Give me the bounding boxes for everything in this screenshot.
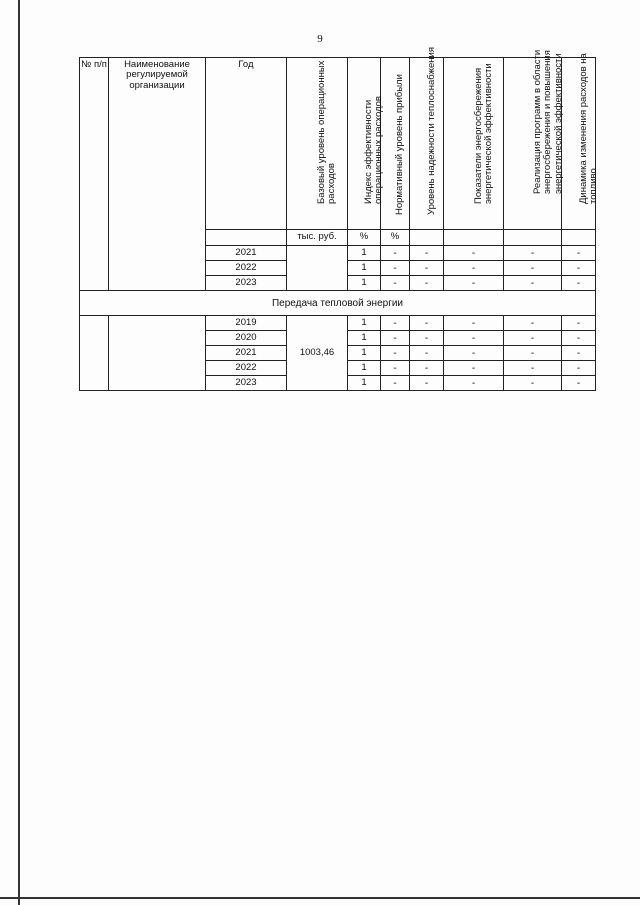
profit-cell: -	[381, 261, 410, 276]
unit-empty	[562, 230, 596, 246]
profit-cell: -	[381, 376, 410, 391]
header-efficiency-index: Индекс эффективности операционных расходов	[348, 58, 381, 230]
fuel-cell: -	[562, 316, 596, 331]
year-cell: 2021	[206, 246, 287, 261]
year-cell: 2023	[206, 376, 287, 391]
year-cell: 2022	[206, 261, 287, 276]
energy-cell: -	[444, 361, 504, 376]
year-cell: 2021	[206, 346, 287, 361]
fuel-cell: -	[562, 246, 596, 261]
fuel-cell: -	[562, 276, 596, 291]
index-cell: 1	[348, 331, 381, 346]
programs-cell: -	[504, 361, 562, 376]
table-row	[80, 316, 596, 331]
unit-empty	[504, 230, 562, 246]
index-cell: 1	[348, 361, 381, 376]
year-cell: 2019	[206, 316, 287, 331]
unit-base-ops: тыс. руб.	[287, 230, 348, 246]
programs-cell: -	[504, 261, 562, 276]
energy-cell: -	[444, 346, 504, 361]
programs-cell: -	[504, 346, 562, 361]
scan-edge-bottom	[0, 897, 640, 899]
base-ops-value: 1003,46	[287, 316, 348, 391]
index-cell: 1	[348, 246, 381, 261]
header-energy-saving: Показатели энергосбережения энергетической эффективности	[444, 58, 504, 230]
energy-cell: -	[444, 246, 504, 261]
year-cell: 2023	[206, 276, 287, 291]
header-row	[80, 58, 596, 230]
unit-year-empty	[206, 230, 287, 246]
section-title-row	[80, 291, 596, 316]
unit-efficiency-index: %	[348, 230, 381, 246]
energy-cell: -	[444, 276, 504, 291]
header-organization: Наименование регулируемой организации	[109, 58, 206, 291]
regulation-parameters-table	[79, 46, 599, 391]
profit-cell: -	[381, 276, 410, 291]
profit-cell: -	[381, 246, 410, 261]
programs-cell: -	[504, 316, 562, 331]
header-fuel-dynamics: Динамика изменения расходов на топливо	[562, 58, 596, 230]
header-year: Год	[206, 58, 287, 230]
page-number: 9	[317, 33, 323, 45]
reliability-cell: -	[410, 376, 444, 391]
reliability-cell: -	[410, 346, 444, 361]
programs-cell: -	[504, 331, 562, 346]
header-reliability: Уровень надежности теплоснабжения	[410, 58, 444, 230]
unit-empty	[444, 230, 504, 246]
section-title-heat-transfer: Передача тепловой энергии	[80, 291, 596, 316]
programs-cell: -	[504, 246, 562, 261]
energy-cell: -	[444, 331, 504, 346]
reliability-cell: -	[410, 361, 444, 376]
organization-cell-empty	[109, 316, 206, 391]
index-cell: 1	[348, 261, 381, 276]
fuel-cell: -	[562, 331, 596, 346]
programs-cell: -	[504, 276, 562, 291]
unit-empty	[410, 230, 444, 246]
header-profit-level: Нормативный уровень прибыли	[381, 58, 410, 230]
fuel-cell: -	[562, 261, 596, 276]
reliability-cell: -	[410, 331, 444, 346]
num-cell-empty	[80, 316, 109, 391]
profit-cell: -	[381, 346, 410, 361]
programs-cell: -	[504, 376, 562, 391]
base-ops-cell-empty	[287, 246, 348, 291]
profit-cell: -	[381, 316, 410, 331]
profit-cell: -	[381, 331, 410, 346]
year-cell: 2022	[206, 361, 287, 376]
profit-cell: -	[381, 361, 410, 376]
fuel-cell: -	[562, 376, 596, 391]
reliability-cell: -	[410, 261, 444, 276]
header-programs: Реализация программ в области энергосбережения и повышения энергетической эффективности	[504, 58, 562, 230]
scan-edge-left	[18, 0, 20, 905]
fuel-cell: -	[562, 361, 596, 376]
header-base-ops: Базовый уровень операционных расходов	[287, 58, 348, 230]
reliability-cell: -	[410, 246, 444, 261]
index-cell: 1	[348, 376, 381, 391]
index-cell: 1	[348, 346, 381, 361]
reliability-cell: -	[410, 316, 444, 331]
year-cell: 2020	[206, 331, 287, 346]
reliability-cell: -	[410, 276, 444, 291]
unit-profit-level: %	[381, 230, 410, 246]
energy-cell: -	[444, 316, 504, 331]
header-num: № п/п	[80, 58, 109, 291]
fuel-cell: -	[562, 346, 596, 361]
energy-cell: -	[444, 376, 504, 391]
index-cell: 1	[348, 316, 381, 331]
index-cell: 1	[348, 276, 381, 291]
energy-cell: -	[444, 261, 504, 276]
